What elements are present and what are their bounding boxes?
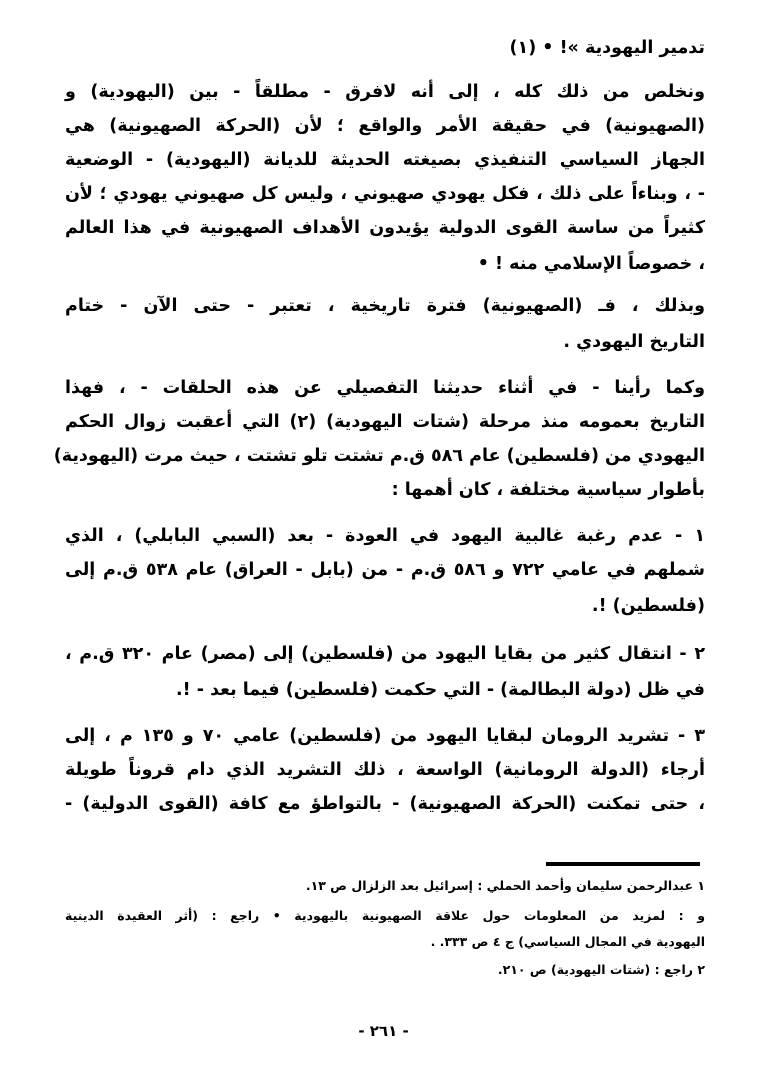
text-line: التاريخ بعمومه منذ مرحلة (شتات اليهودية) (٢) التي أعقبت زوال الحكم [65, 412, 705, 432]
footnote-note-cont: اليهودية في المجال السياسي) ج ٤ ص ٣٣٣. . [430, 934, 705, 949]
text-line: أرجاء (الدولة الرومانية) الواسعة ، ذلك التشريد الذي دام قروناً طويلة [65, 760, 705, 780]
text-line: ، خصوصاً الإسلامي منه ! • [477, 254, 705, 274]
text-line: وبذلك ، فـ (الصهيونية) فترة تاريخية ، تعتبر - حتى الآن - ختام [65, 296, 705, 316]
text-line: اليهودي من (فلسطين) عام ٥٨٦ ق.م تشتت تلو تشتت ، حيث مرت (اليهودية) [53, 446, 705, 466]
text-line: التاريخ اليهودي . [563, 332, 705, 352]
text-line: ونخلص من ذلك كله ، إلى أنه لافرق - مطلقاً - بين (اليهودية) و [65, 82, 705, 102]
footnote-1: ١ عبدالرحمن سليمان وأحمد الحملي : إسرائيل بعد الزلزال ص ١٣. [305, 878, 705, 893]
footnote-divider [546, 862, 700, 866]
page-number: - ٢٦١ - [358, 1022, 409, 1040]
text-line: تدمير اليهودية »! • (١) [509, 38, 705, 58]
footnote-note: و : لمزيد من المعلومات حول علاقة الصهيونية باليهودية • راجع : (أثر العقيدة الدينية [65, 908, 705, 923]
text-line: بأطوار سياسية مختلفة ، كان أهمها : [391, 480, 705, 500]
text-line: - ، وبناءاً على ذلك ، فكل يهودي صهيوني ، وليس كل صهيوني يهودي ؛ لأن [65, 184, 705, 204]
text-line: (فلسطين) !. [591, 596, 705, 616]
text-line: وكما رأينا - في أثناء حديثنا التفصيلي عن هذه الحلقات - ، فهذا [65, 378, 705, 398]
text-line: (الصهيونية) في حقيقة الأمر والواقع ؛ لأن (الحركة الصهيونية) هي [65, 116, 705, 136]
list-item-2: ٢ - انتقال كثير من بقايا اليهود من (فلسطين) إلى (مصر) عام ٣٢٠ ق.م ، [65, 644, 705, 664]
text-line: ، حتى تمكنت (الحركة الصهيونية) - بالتواطؤ مع كافة (القوى الدولية) - [65, 794, 705, 814]
text-line: الجهاز السياسي التنفيذي بصيغته الحديثة للديانة (اليهودية) - الوضعية [65, 150, 705, 170]
text-line: كثيراً من ساسة القوى الدولية يؤيدون الأهداف الصهيونية في هذا العالم [65, 218, 705, 238]
footnote-2: ٢ راجع : (شتات اليهودية) ص ٢١٠. [497, 962, 705, 977]
list-item-3: ٣ - تشريد الرومان لبقايا اليهود من (فلسطين) عامي ٧٠ و ١٣٥ م ، إلى [65, 726, 705, 746]
text-line: شملهم في عامي ٧٢٢ و ٥٨٦ ق.م - من (بابل - العراق) عام ٥٣٨ ق.م إلى [65, 560, 705, 580]
text-line: في ظل (دولة البطالمة) - التي حكمت (فلسطين) فيما بعد - !. [176, 680, 705, 700]
list-item-1: ١ - عدم رغبة غالبية اليهود في العودة - بعد (السبي البابلي) ، الذي [65, 526, 705, 546]
